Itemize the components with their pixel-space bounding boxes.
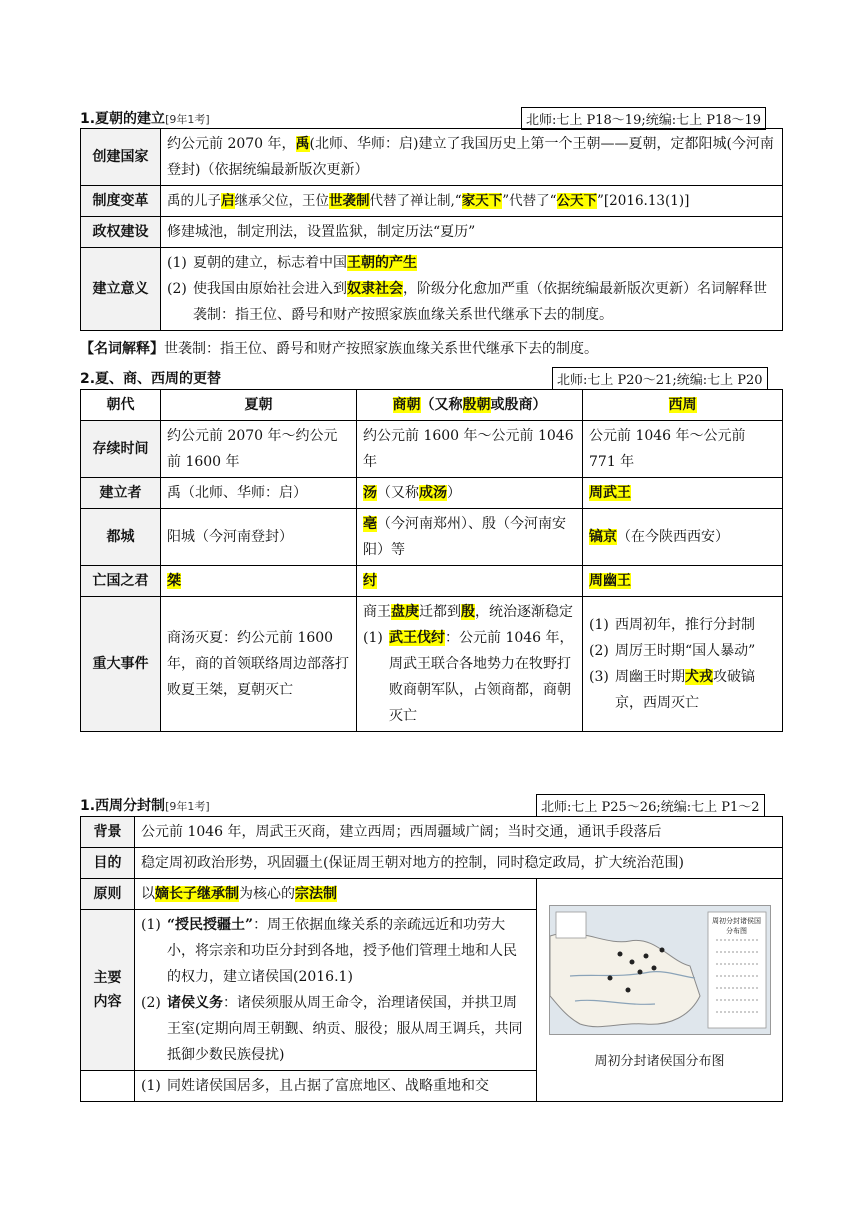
highlight: 奴隶社会 <box>347 281 403 297</box>
item-number: (1) <box>589 617 609 633</box>
row-content <box>161 248 783 331</box>
col-header-zhou <box>583 390 783 421</box>
highlight: 桀 <box>167 573 181 589</box>
table-cell <box>161 566 357 597</box>
section1-title <box>80 108 210 128</box>
item-number: (1) <box>167 255 187 271</box>
table-row <box>81 597 783 732</box>
row-content <box>161 129 783 186</box>
text: 周幽王时期 <box>615 669 685 685</box>
section2-title: 2.夏、商、西周的更替 <box>80 371 222 387</box>
table-cell <box>357 509 583 566</box>
highlight: 武王伐纣 <box>389 630 445 646</box>
bold-text: “授民授疆土” <box>167 917 254 933</box>
term-label: 【名词解释】 <box>80 341 164 357</box>
row-label <box>81 910 135 1071</box>
text: 使我国由原始社会进入到 <box>193 281 347 297</box>
map-legend-title: 周初分封诸侯国分布图 <box>712 917 761 935</box>
highlight: 启 <box>221 193 235 209</box>
section2-reference: 北师:七上 P20～21;统编:七上 P20 <box>552 367 768 390</box>
row-content <box>161 186 783 217</box>
highlight: 禹 <box>295 136 310 152</box>
highlight: 殷朝 <box>462 397 491 413</box>
table-cell: 公元前 1046 年～公元前 771 年 <box>583 421 783 478</box>
text: 夏朝的建立，标志着中国 <box>193 255 347 271</box>
row-label: 都城 <box>81 509 161 566</box>
item-number: (1) <box>141 1078 161 1094</box>
table-cell: 约公元前 1600 年～公元前 1046 年 <box>357 421 583 478</box>
paragraph <box>363 599 576 625</box>
section1-reference: 北师:七上 P18～19;统编:七上 P18～19 <box>521 107 766 130</box>
highlight: 公天下 <box>556 193 598 209</box>
text: 为核心的 <box>239 886 295 902</box>
list-item <box>141 912 530 990</box>
highlight: 亳 <box>363 516 377 532</box>
table-cell <box>357 478 583 509</box>
row-content: 修建城池，制定刑法，设置监狱，制定历法“夏历” <box>161 217 783 248</box>
table-header-row <box>81 390 783 421</box>
row-label: 建立者 <box>81 478 161 509</box>
table-cell <box>357 597 583 732</box>
section1-table <box>80 128 783 331</box>
item-number: (2) <box>167 281 187 297</box>
table-cell: 商汤灭夏：约公元前 1600 年，商的首领联络周边部落打败夏王桀，夏朝灭亡 <box>161 597 357 732</box>
table-cell <box>583 597 783 732</box>
text: 或殷商） <box>490 397 547 413</box>
table-row <box>81 848 783 879</box>
highlight: 世袭制 <box>329 193 370 209</box>
row-label: 重大事件 <box>81 597 161 732</box>
text: ：公元前 1046 年，周武王联合各地势力在牧野打败商朝军队，占领商都，商朝灭亡 <box>389 630 574 724</box>
text: ） <box>447 485 461 501</box>
list-item <box>589 664 776 716</box>
col-header-dynasty: 朝代 <box>81 390 161 421</box>
text: 周厉王时期“国人暴动” <box>615 643 756 659</box>
row-content: 公元前 1046 年，周武王灭商，建立西周；西周疆域广阔；当时交通，通讯手段落后 <box>135 817 783 848</box>
item-number: (1) <box>141 917 161 933</box>
row-content: 稳定周初政治形势，巩固疆土(保证周王朝对地方的控制，同时稳定政局，扩大统治范围) <box>135 848 783 879</box>
text: 商王 <box>363 604 391 620</box>
table-cell <box>583 566 783 597</box>
text: （又称 <box>377 485 419 501</box>
text: 以 <box>141 886 155 902</box>
list-item <box>141 990 530 1068</box>
list-item <box>167 276 776 328</box>
table-cell: 禹（北师、华师：启） <box>161 478 357 509</box>
text: 西周初年，推行分封制 <box>615 617 755 633</box>
section3-title-text: 1.西周分封制 <box>80 798 166 814</box>
row-label: 创建国家 <box>81 129 161 186</box>
highlight: 嫡长子继承制 <box>155 886 239 902</box>
text: ”代替了“ <box>502 193 557 209</box>
highlight: 镐京 <box>589 529 617 545</box>
item-number: (3) <box>589 669 609 685</box>
text: 同姓诸侯国居多，且占据了富庶地区、战略重地和交 <box>167 1078 489 1094</box>
table-cell <box>583 509 783 566</box>
highlight: 周幽王 <box>589 573 631 589</box>
list-item <box>589 638 776 664</box>
row-label: 制度变革 <box>81 186 161 217</box>
list-item <box>167 250 776 276</box>
map-cell <box>537 879 783 1102</box>
section1-title-text: 1.夏朝的建立 <box>80 111 166 127</box>
text: ：周王依据血缘关系的亲疏远近和功劳大小，将宗亲和功臣分封到各地，授予他们管理土地和人民的权力，建立诸侯国(2016.1) <box>167 917 517 985</box>
row-label: 建立意义 <box>81 248 161 331</box>
row-content <box>135 879 537 910</box>
row-label <box>81 1071 135 1102</box>
highlight: 家天下 <box>461 193 503 209</box>
highlight: 殷 <box>461 604 475 620</box>
term-text: 世袭制：指王位、爵号和财产按照家族血缘关系世代继承下去的制度。 <box>164 341 598 357</box>
text: 主要 <box>93 970 122 986</box>
row-label: 政权建设 <box>81 217 161 248</box>
text: （今河南郑州）、殷（今河南安阳）等 <box>363 516 566 558</box>
table-cell <box>357 566 583 597</box>
highlight: 商朝 <box>392 397 421 413</box>
text: （又称 <box>420 397 463 413</box>
table-row <box>81 248 783 331</box>
row-label: 亡国之君 <box>81 566 161 597</box>
list-item <box>141 1073 530 1099</box>
text: ，统治逐渐稳定 <box>475 604 573 620</box>
item-number: (1) <box>363 630 383 646</box>
highlight: 西周 <box>668 397 697 413</box>
item-number: (2) <box>589 643 609 659</box>
section1-exam-note: [9年1考] <box>165 113 210 126</box>
text: 继承父位，王位 <box>234 193 329 209</box>
row-label: 目的 <box>81 848 135 879</box>
table-row <box>81 879 783 910</box>
section3-reference: 北师:七上 P25～26;统编:七上 P1～2 <box>536 794 765 817</box>
col-header-shang <box>357 390 583 421</box>
list-item <box>589 612 776 638</box>
bold-text: 诸侯义务 <box>167 995 223 1011</box>
highlight: 周武王 <box>589 485 631 501</box>
section2-table <box>80 389 783 732</box>
highlight: 盘庚 <box>391 604 419 620</box>
text: 约公元前 2070 年， <box>167 136 296 152</box>
highlight: 宗法制 <box>295 886 337 902</box>
text: ：诸侯须服从周王命令，治理诸侯国，并拱卫周王室(定期向周王朝觐、纳贡、服役；服从周王调兵，共同抵御少数民族侵扰) <box>167 995 523 1063</box>
text: 攻破镐京，西周灭亡 <box>615 669 755 711</box>
section3-exam-note: [9年1考] <box>165 800 210 813</box>
table-cell <box>583 478 783 509</box>
text: ，阶级分化愈加严重（依据统编最新版次更新）名词解释世袭制：指王位、爵号和财产按照家族血缘关系世代继承下去的制度。 <box>193 281 767 323</box>
term-explanation <box>80 338 598 358</box>
text: 禹的儿子 <box>167 193 221 209</box>
col-header-xia: 夏朝 <box>161 390 357 421</box>
highlight: 犬戎 <box>685 669 713 685</box>
text: ”[2016.13(1)] <box>597 193 690 209</box>
row-content <box>135 910 537 1071</box>
map-caption: 周初分封诸侯国分布图 <box>594 1054 725 1069</box>
highlight: 纣 <box>363 573 377 589</box>
table-row <box>81 817 783 848</box>
table-cell: 约公元前 2070 年～约公元前 1600 年 <box>161 421 357 478</box>
row-label: 背景 <box>81 817 135 848</box>
table-row <box>81 566 783 597</box>
text: (北师、华师：启)建立了我国历史上第一个王朝——夏朝，定都阳城(今河南登封)（依据统编最新版次更新） <box>167 136 774 178</box>
highlight: 王朝的产生 <box>347 255 417 271</box>
table-row <box>81 509 783 566</box>
row-label: 原则 <box>81 879 135 910</box>
feudal-states-map <box>549 905 771 1035</box>
list-item <box>363 625 576 729</box>
highlight: 成汤 <box>419 485 447 501</box>
item-number: (2) <box>141 995 161 1011</box>
highlight: 汤 <box>363 485 377 501</box>
section3-table <box>80 816 783 1102</box>
text: 迁都到 <box>419 604 461 620</box>
text: 代替了禅让制,“ <box>369 193 462 209</box>
text: （在今陕西西安） <box>617 529 729 545</box>
text: 内容 <box>93 994 122 1010</box>
table-row <box>81 129 783 186</box>
table-row <box>81 421 783 478</box>
table-row <box>81 478 783 509</box>
row-content <box>135 1071 537 1102</box>
table-cell: 阳城（今河南登封） <box>161 509 357 566</box>
section3-title <box>80 795 210 815</box>
table-row <box>81 217 783 248</box>
table-row <box>81 186 783 217</box>
row-label: 存续时间 <box>81 421 161 478</box>
